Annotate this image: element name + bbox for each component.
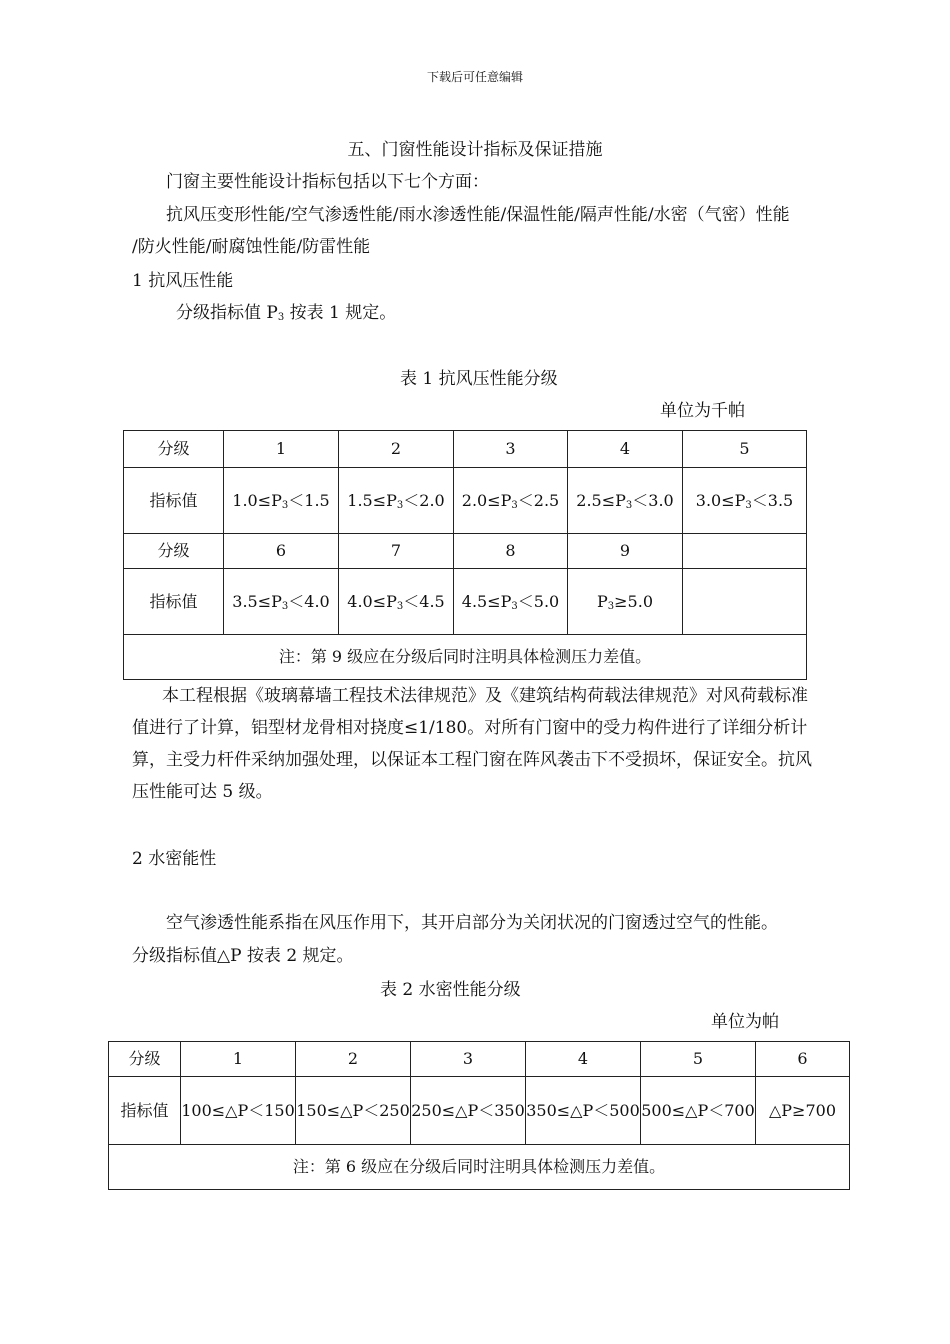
value-cell: $3.5\le P_3<4.0$ (224, 569, 339, 635)
value-cell: $P_3\ge 5.0$ (568, 569, 683, 635)
grade-cell: 3 (454, 431, 568, 468)
grade-label: 分级 (124, 534, 224, 569)
grade-cell: 2 (339, 431, 454, 468)
value-cell: △P≥700 (756, 1077, 850, 1145)
table-2-row (109, 1077, 850, 1145)
value-cell: $4.0\le P_3<4.5$ (339, 569, 454, 635)
grade-cell: 5 (683, 431, 807, 468)
section-1-body (132, 680, 852, 808)
value-cell: $1.5\le P_3<2.0$ (339, 468, 454, 534)
section-2-body-line-2: 分级指标值△P 按表 2 规定。 (132, 946, 354, 966)
value-cell (683, 569, 807, 635)
grade-cell: 2 (296, 1042, 411, 1077)
grade-cell: 3 (411, 1042, 526, 1077)
table-1-row (124, 569, 807, 635)
grade-cell: 8 (454, 534, 568, 569)
table-1-caption: 表 1 抗风压性能分级 (400, 369, 558, 389)
grade-cell: 6 (756, 1042, 850, 1077)
value-cell: $2.5\le P_3<3.0$ (568, 468, 683, 534)
table-1-unit: 单位为千帕 (660, 401, 745, 421)
table-2 (108, 1041, 850, 1190)
indicators-line-2: /防火性能/耐腐蚀性能/防雷性能 (132, 237, 371, 257)
table-1-note-row (124, 635, 807, 680)
grade-label: 分级 (124, 431, 224, 468)
section-title: 五、门窗性能设计指标及保证措施 (347, 140, 603, 160)
value-cell: $1.0\le P_3<1.5$ (224, 468, 339, 534)
table-1-note: 注：第 9 级应在分级后同时注明具体检测压力差值。 (124, 635, 807, 680)
grade-cell: 4 (568, 431, 683, 468)
value-cell: 100≤△P＜150 (181, 1077, 296, 1145)
value-cell: 500≤△P＜700 (641, 1077, 756, 1145)
grade-cell: 9 (568, 534, 683, 569)
grade-cell: 1 (181, 1042, 296, 1077)
grade-cell: 4 (526, 1042, 641, 1077)
table-1 (123, 430, 807, 680)
value-cell: $3.0\le P_3<3.5$ (683, 468, 807, 534)
table-2-note: 注：第 6 级应在分级后同时注明具体检测压力差值。 (109, 1145, 850, 1190)
body-line: 本工程根据《玻璃幕墙工程技术法律规范》及《建筑结构荷载法律规范》对风荷载标准 (162, 686, 808, 706)
value-label: 指标值 (124, 468, 224, 534)
value-cell: 150≤△P＜250 (296, 1077, 411, 1145)
intro-line: 门窗主要性能设计指标包括以下七个方面： (166, 172, 489, 192)
table-1-row (124, 468, 807, 534)
table-2-note-row (109, 1145, 850, 1190)
value-cell: $4.5\le P_3<5.0$ (454, 569, 568, 635)
body-line: 算，主受力杆件采纳加强处理，以保证本工程门窗在阵风袭击下不受损坏，保证安全。抗风 (132, 750, 812, 770)
indicators-line-1: 抗风压变形性能/空气渗透性能/雨水渗透性能/保温性能/隔声性能/水密（气密）性能 (166, 205, 790, 225)
body-line: 值进行了计算，铝型材龙骨相对挠度≤1/180。对所有门窗中的受力构件进行了详细分析计 (132, 718, 808, 738)
table-2-unit: 单位为帕 (711, 1012, 779, 1032)
grade-cell: 6 (224, 534, 339, 569)
table-1-row (124, 431, 807, 468)
value-cell: 250≤△P＜350 (411, 1077, 526, 1145)
value-label: 指标值 (124, 569, 224, 635)
grade-label: 分级 (109, 1042, 181, 1077)
section-1-heading: 1 抗风压性能 (132, 271, 234, 291)
section-2-body-line-1: 空气渗透性能系指在风压作用下，其开启部分为关闭状况的门窗透过空气的性能。 (166, 913, 778, 933)
grade-cell: 5 (641, 1042, 756, 1077)
value-cell: 350≤△P＜500 (526, 1077, 641, 1145)
grade-cell: 1 (224, 431, 339, 468)
value-label: 指标值 (109, 1077, 181, 1145)
value-cell: $2.0\le P_3<2.5$ (454, 468, 568, 534)
table-1-row (124, 534, 807, 569)
table-2-caption: 表 2 水密性能分级 (380, 980, 521, 1000)
section-1-grading-line: 分级指标值 $P_3$ 按表 1 规定。 (176, 303, 397, 323)
grade-cell: 7 (339, 534, 454, 569)
page-header: 下载后可任意编辑 (426, 70, 523, 84)
body-line: 压性能可达 5 级。 (132, 782, 273, 802)
table-2-row (109, 1042, 850, 1077)
grade-cell (683, 534, 807, 569)
section-2-heading: 2 水密能性 (132, 849, 217, 869)
